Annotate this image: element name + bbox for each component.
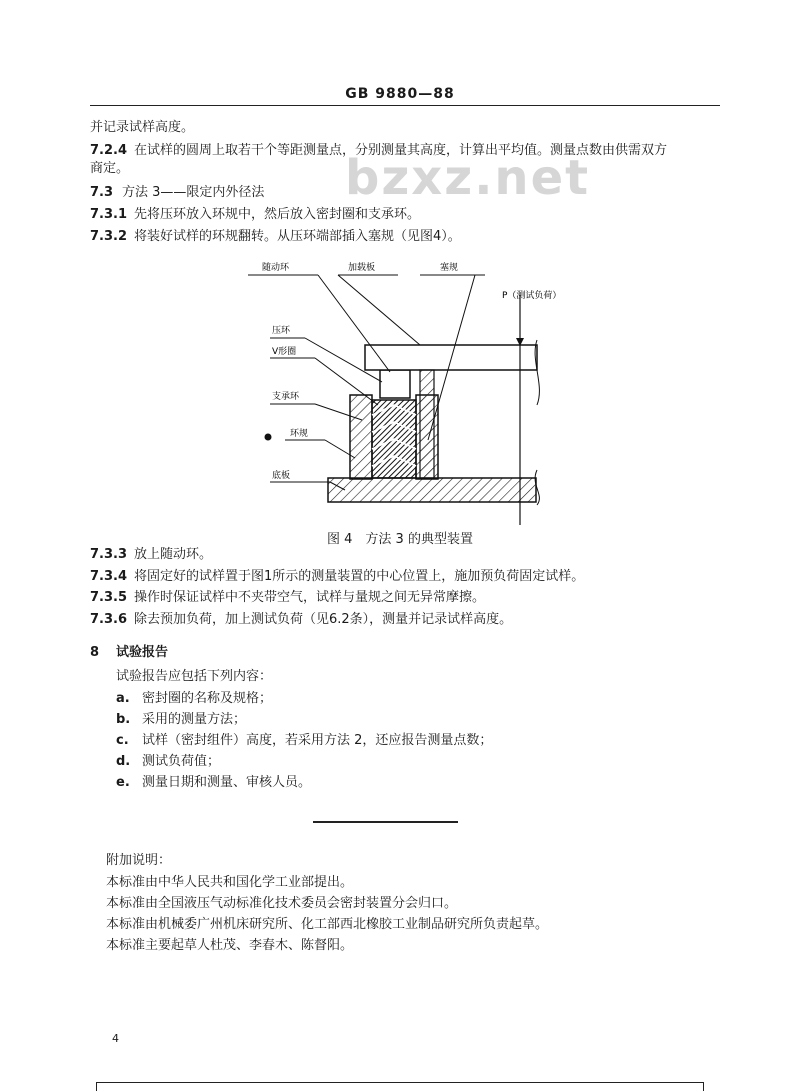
clause-number: 7.3 xyxy=(90,185,114,200)
report-item-a xyxy=(116,690,272,708)
label-support-ring: 支承环 xyxy=(272,392,300,402)
clause-7-2-4-cont: 商定。 xyxy=(90,161,130,176)
section-divider xyxy=(313,821,458,823)
section-number: 8 xyxy=(90,645,100,660)
appendix-line: 本标准主要起草人杜茂、李春木、陈督阳。 xyxy=(106,938,354,953)
item-label: b. xyxy=(116,712,131,727)
section-8-heading xyxy=(90,641,168,660)
clause-number: 7.3.2 xyxy=(90,229,128,244)
base-plate-part xyxy=(328,478,536,502)
step-text: 放上随动环。 xyxy=(134,547,213,562)
watermark: bzxz.net xyxy=(345,150,591,206)
item-label: d. xyxy=(116,754,131,769)
document-header: GB 9880—88 xyxy=(345,86,455,102)
clause-number: 7.3.1 xyxy=(90,207,128,222)
report-item-c xyxy=(116,732,492,750)
label-follower-ring: 随动环 xyxy=(262,263,290,273)
item-text: 测试负荷值； xyxy=(142,754,221,769)
ring-gauge-left xyxy=(350,395,372,479)
label-ring-gauge: 环规 xyxy=(290,429,309,439)
label-plug-gauge: 塞规 xyxy=(440,263,459,273)
figure-caption: 图 4 方法 3 的典型装置 xyxy=(327,532,473,547)
label-base-plate: 底板 xyxy=(272,471,291,481)
appendix-line: 本标准由机械委广州机床研究所、化工部西北橡胶工业制品研究所负责起草。 xyxy=(106,917,549,932)
clause-text: 方法 3——限定内外径法 xyxy=(122,185,265,200)
step-7-3-5 xyxy=(90,589,485,607)
paragraph-continuation: 并记录试样高度。 xyxy=(90,120,195,135)
item-text: 试样（密封组件）高度，若采用方法 2，还应报告测量点数； xyxy=(142,733,493,748)
bottom-frame-top xyxy=(96,1082,704,1083)
press-ring-part xyxy=(380,370,410,398)
item-label: c. xyxy=(116,733,129,748)
label-v-ring: V形圈 xyxy=(272,347,297,357)
step-text: 操作时保证试样中不夹带空气，试样与量规之间无异常摩擦。 xyxy=(134,590,486,605)
appendix-line: 本标准由全国液压气动标准化技术委员会密封装置分会归口。 xyxy=(106,896,458,911)
section-title: 试验报告 xyxy=(116,645,169,660)
clause-text: 在试样的圆周上取若干个等距测量点，分别测量其高度，计算出平均值。测量点数由供需双方 xyxy=(134,143,668,158)
clause-number: 7.2.4 xyxy=(90,143,128,158)
label-load-plate: 加载板 xyxy=(348,263,376,273)
report-item-b xyxy=(116,711,246,729)
step-number: 7.3.4 xyxy=(90,569,128,584)
item-text: 密封圈的名称及规格； xyxy=(142,691,273,706)
step-7-3-3 xyxy=(90,546,212,564)
item-label: a. xyxy=(116,691,130,706)
step-number: 7.3.3 xyxy=(90,547,128,562)
step-7-3-4 xyxy=(90,568,584,586)
label-press-ring: 压环 xyxy=(272,326,291,336)
step-number: 7.3.5 xyxy=(90,590,128,605)
bottom-frame-right xyxy=(703,1082,704,1091)
report-item-e xyxy=(116,774,311,792)
step-text: 除去预加负荷，加上测试负荷（见6.2条），测量并记录试样高度。 xyxy=(134,612,513,627)
step-number: 7.3.6 xyxy=(90,612,128,627)
section-8-intro: 试验报告应包括下列内容： xyxy=(116,669,273,684)
step-text: 将固定好的试样置于图1所示的测量装置的中心位置上，施加预负荷固定试样。 xyxy=(134,569,585,584)
item-label: e. xyxy=(116,775,130,790)
bottom-frame-left xyxy=(96,1082,97,1091)
clause-text: 将装好试样的环规翻转。从压环端部插入塞规（见图4）。 xyxy=(134,229,461,244)
appendix-title: 附加说明： xyxy=(106,853,172,868)
label-test-load: P（测试负荷） xyxy=(502,291,562,301)
clause-text: 先将压环放入环规中，然后放入密封圈和支承环。 xyxy=(134,207,421,222)
page-number: 4 xyxy=(112,1032,119,1045)
item-text: 测量日期和测量、审核人员。 xyxy=(142,775,312,790)
step-7-3-6 xyxy=(90,611,512,629)
item-text: 采用的测量方法； xyxy=(142,712,247,727)
appendix-line: 本标准由中华人民共和国化学工业部提出。 xyxy=(106,875,354,890)
plug-gauge-part xyxy=(420,370,434,478)
report-item-d xyxy=(116,753,220,771)
